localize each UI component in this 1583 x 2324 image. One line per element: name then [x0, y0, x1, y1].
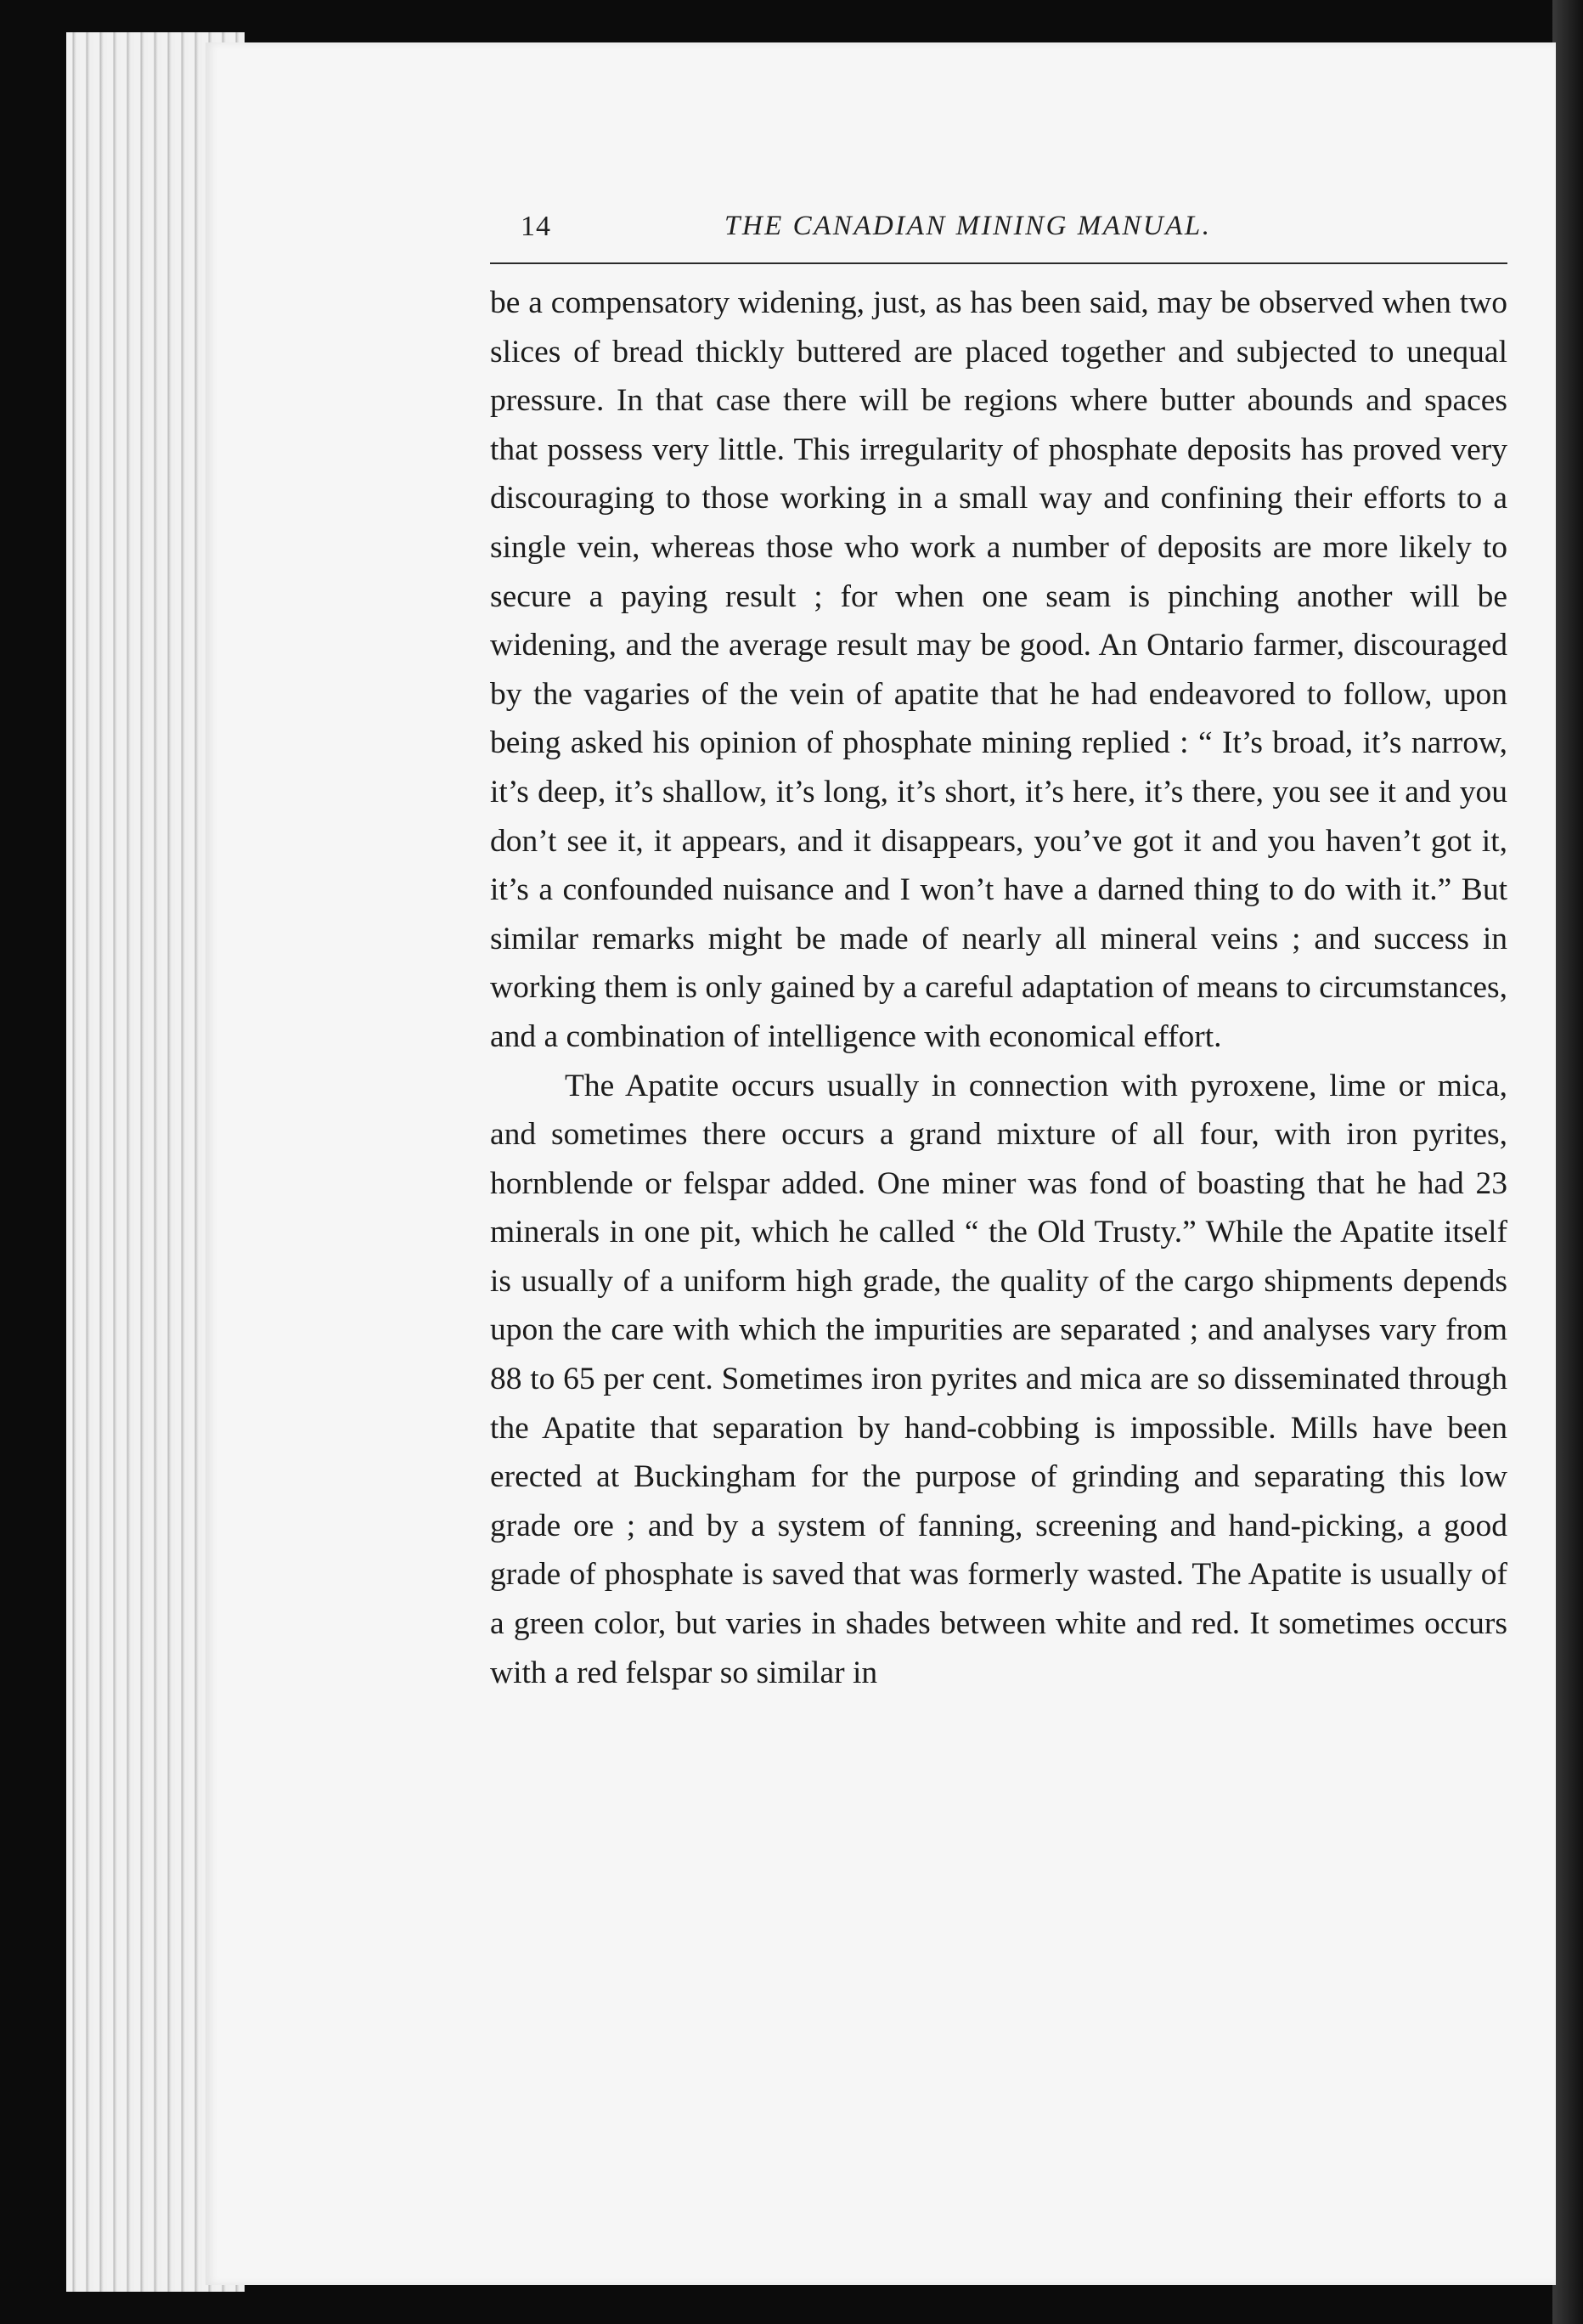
- running-header: [521, 211, 1507, 262]
- body-text: [490, 279, 1507, 1697]
- paragraph: The Apatite occurs usually in connection with pyroxene, lime or mica, and sometimes there occurs a grand mixture of all four, with iron pyrites, hornblende or felspar added. One miner was fond of boasting that he had 23 minerals in one pit, which he called “ the Old Trusty.” While the Apatite itself is usually of a uniform high grade, the quality of the cargo shipments depends upon the care with which the impurities are separated ; and analyses vary from 88 to 65 per cent. Sometimes iron pyrites and mica are so disseminated through the Apatite that separation by hand-cobbing is impossible. Mills have been erected at Buckingham for the purpose of grinding and separating this low grade ore ; and by a system of fanning, screening and hand-picking, a good grade of phosphate is saved that was formerly wasted. The Apatite is usually of a green color, but varies in shades between white and red. It sometimes occurs with a red felspar so similar in: [490, 1068, 1507, 1690]
- running-title: THE CANADIAN MINING MANUAL.: [724, 211, 1212, 241]
- paragraph: be a compensatory widening, just, as has been said, may be observed when two slices of bread thickly buttered are placed together and subjected to unequal pressure. In that case there will be regions where butter abounds and spaces that possess very little. This irregularity of phosphate deposits has proved very discouraging to those working in a small way and confining their efforts to a single vein, whereas those who work a number of deposits are more likely to secure a paying result ; for when one seam is pinching another will be widening, and the average result may be good. An Ontario farmer, discouraged by the vagaries of the vein of apatite that he had endeavored to follow, upon being asked his opinion of phosphate mining replied : “ It’s broad, it’s narrow, it’s deep, it’s shallow, it’s long, it’s short, it’s here, it’s there, you see it and you don’t see it, it appears, and it disappears, you’ve got it and you haven’t got it, it’s a confounded nuisance and I won’t have a darned thing to do with it.” But similar remarks might be made of nearly all mineral veins ; and success in working them is only gained by a careful adaptation of means to circumstances, and a combination of intelligence with economical effort.: [490, 285, 1507, 1054]
- page-number: 14: [521, 211, 551, 242]
- header-rule: [490, 262, 1507, 264]
- binding-shadow: [1552, 0, 1583, 2324]
